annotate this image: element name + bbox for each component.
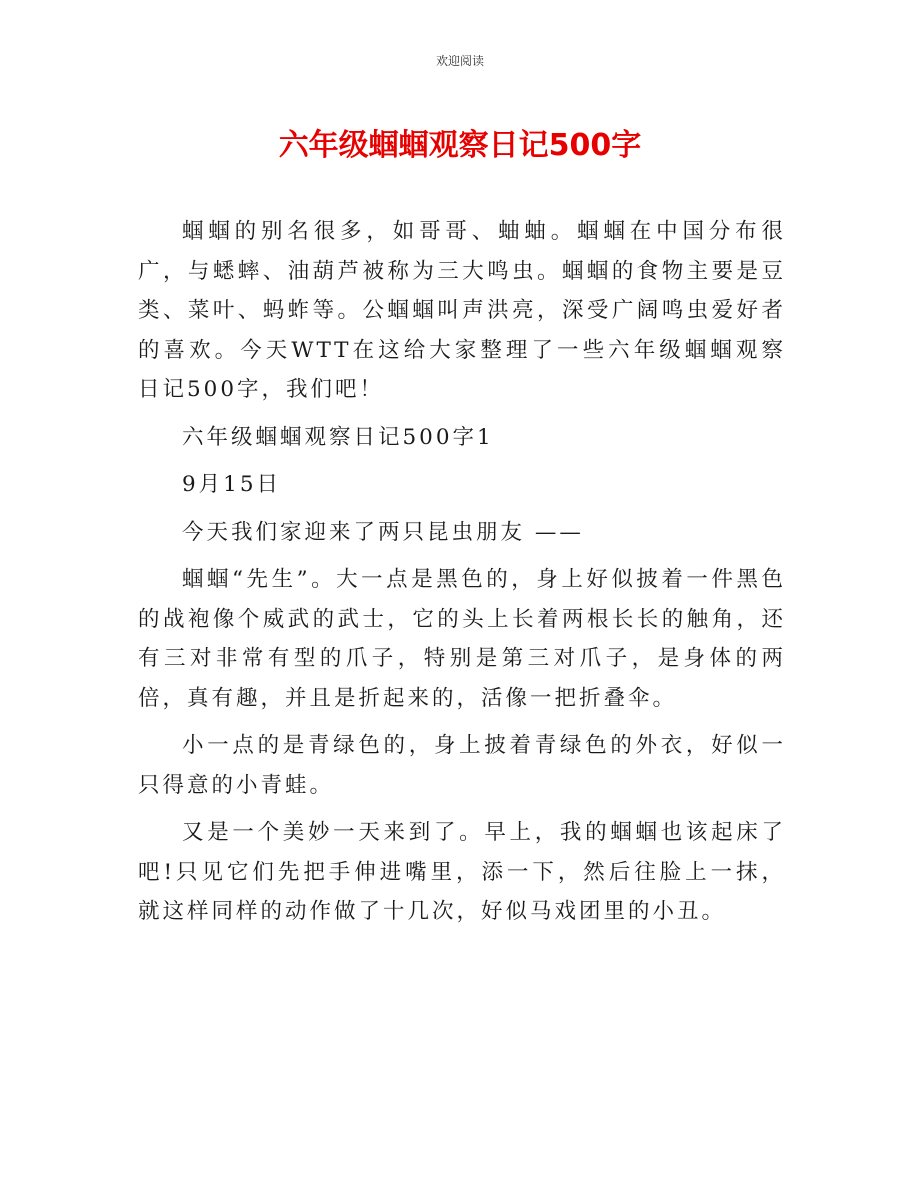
paragraph-4: 蝈蝈“先生”。大一点是黑色的，身上好似披着一件黑色的战袍像个威武的武士，它的头上长着两根长长的触角，还有三对非常有型的爪子，特别是第三对爪子，是身体的两倍，真有趣，并且是折起来的，活像一把折叠伞。 [138, 567, 786, 711]
page-header: 欢迎阅读 [435, 54, 484, 68]
paragraph-date: 9月15日 [182, 472, 282, 497]
document-body [138, 212, 786, 932]
paragraph-3: 今天我们家迎来了两只昆虫朋友 —— [182, 519, 584, 545]
document-title: 六年级蝈蝈观察日记500字 [278, 128, 642, 163]
paragraph-subtitle: 六年级蝈蝈观察日记500字1 [182, 424, 494, 450]
paragraph-intro: 蝈蝈的别名很多，如哥哥、蚰蚰。蝈蝈在中国分布很广，与蟋蟀、油葫芦被称为三大鸣虫。蝈蝈的食物主要是豆类、菜叶、蚂蚱等。公蝈蝈叫声洪亮，深受广阔鸣虫爱好者的喜欢。今天WTT在这给大家整理了一些六年级蝈蝈观察日记500字，我们吧！ [138, 219, 786, 402]
paragraph-6: 又是一个美妙一天来到了。早上，我的蝈蝈也该起床了吧!只见它们先把手伸进嘴里，添一下，然后往脸上一抹，就这样同样的动作做了十几次，好似马戏团里的小丑。 [138, 820, 786, 924]
paragraph-5: 小一点的是青绿色的，身上披着青绿色的外衣，好似一只得意的小青蛙。 [138, 733, 786, 798]
